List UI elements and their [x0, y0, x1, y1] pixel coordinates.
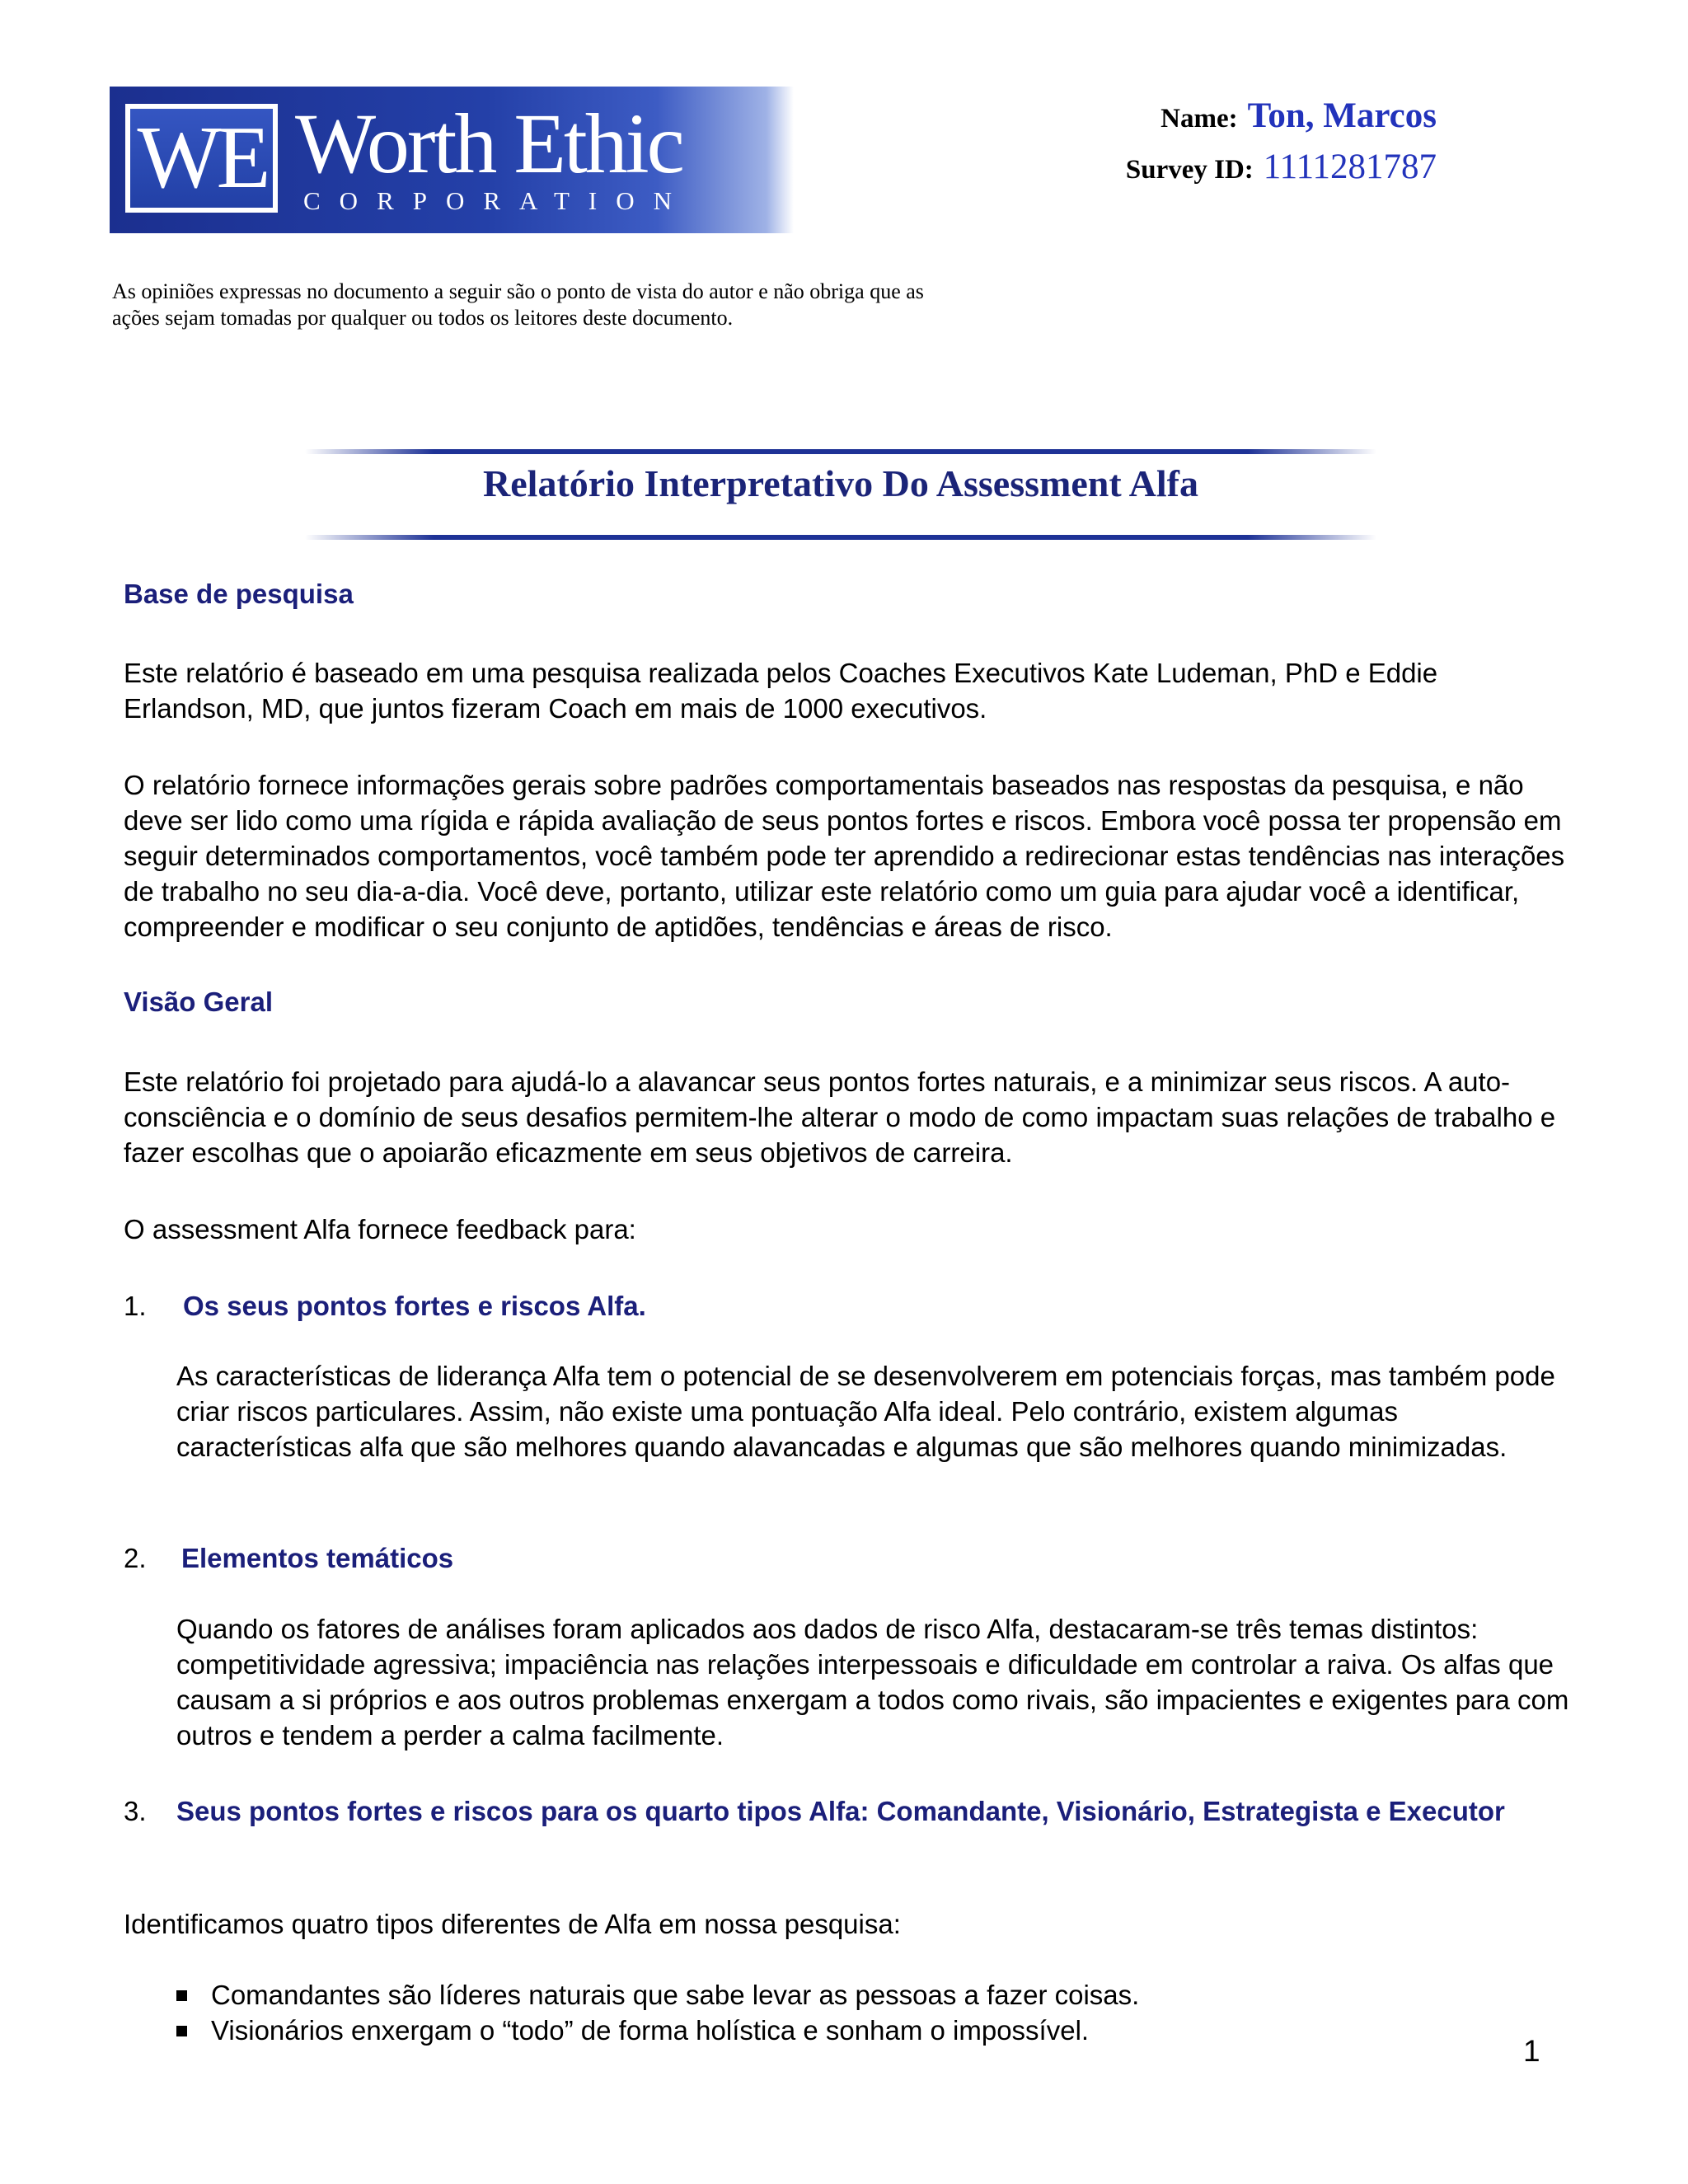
logo-tagline: CORPORATION	[303, 186, 692, 215]
list-item-number: 1.	[124, 1291, 147, 1321]
survey-id-row	[1126, 147, 1437, 187]
name-label: Name:	[1160, 104, 1238, 134]
paragraph-overview-2: O assessment Alfa fornece feedback para:	[124, 1214, 636, 1244]
respondent-name-row	[1160, 96, 1437, 136]
report-title: Relatório Interpretativo Do Assessment Alfa	[483, 462, 1198, 504]
paragraph-overview-1: Este relatório foi projetado para ajudá-lo a alavancar seus pontos fortes naturais, e a minimizar seus riscos. A auto-consciência e o domínio de seus desafios permitem-lhe alterar o modo de como impactam suas relações de trabalho e fazer escolhas que o apoiarão eficazmente em seus objetivos de carreira.	[124, 1066, 1556, 1168]
paragraph-base-2: O relatório fornece informações gerais sobre padrões comportamentais baseados nas respostas da pesquisa, e não deve ser lido como uma rígida e rápida avaliação de seus pontos fortes e riscos. Embora você possa ter propensão em seguir determinados comportamentos, você também pode ter aprendido a redirecionar estas tendências nas interações de trabalho no seu dia-a-dia. Você deve, portanto, utilizar este relatório como um guia para ajudar você a identificar, compreender e modificar o seu conjunto de aptidões, tendências e áreas de risco.	[124, 770, 1565, 942]
bullet-text: Visionários enxergam o “todo” de forma holística e sonham o impossível.	[211, 2015, 1090, 2046]
title-rule-bottom	[305, 535, 1376, 540]
title-rule-top	[305, 449, 1376, 454]
logo-mark: WE	[137, 109, 266, 207]
heading-visao-geral: Visão Geral	[124, 987, 274, 1017]
survey-id-value: 1111281787	[1263, 148, 1437, 186]
list-item-number: 2.	[124, 1543, 147, 1573]
survey-id-label: Survey ID:	[1125, 155, 1254, 185]
name-value: Ton, Marcos	[1247, 96, 1437, 135]
square-bullet-icon	[176, 2026, 187, 2036]
list-item-2-body: Quando os fatores de análises foram aplicados aos dados de risco Alfa, destacaram-se três temas distintos: competitividade agressiva; impaciência nas relações interpessoais e dificuldade em controlar a raiva. Os alfas que causam a si próprios e aos outros problemas enxergam a todos como rivais, são impacientes e exigentes para com outros e tendem a perder a calma facilmente.	[176, 1614, 1569, 1750]
paragraph-types-intro: Identificamos quatro tipos diferentes de Alfa em nossa pesquisa:	[124, 1909, 901, 1939]
company-logo	[110, 87, 794, 233]
list-item-title: Elementos temáticos	[181, 1543, 454, 1573]
paragraph-base-1: Este relatório é baseado em uma pesquisa realizada pelos Coaches Executivos Kate Ludeman, PhD e Eddie Erlandson, MD, que juntos fizeram Coach em mais de 1000 executivos.	[124, 658, 1438, 724]
list-item-1-body: As características de liderança Alfa tem o potencial de se desenvolverem em potenciais forças, mas também pode criar riscos particulares. Assim, não existe uma pontuação Alfa ideal. Pelo contrário, existem algumas características alfa que são melhores quando alavancadas e algumas que são melhores quando minimizadas.	[176, 1361, 1555, 1462]
heading-base-de-pesquisa: Base de pesquisa	[124, 579, 354, 609]
disclaimer-text: As opiniões expressas no documento a seguir são o ponto de vista do autor e não obriga que as ações sejam tomadas por qualquer ou todos os leitores deste documento.	[112, 279, 924, 330]
page-number: 1	[1523, 2034, 1540, 2068]
bullet-text: Comandantes são líderes naturais que sabe levar as pessoas a fazer coisas.	[211, 1980, 1140, 2010]
logo-company-name: Worth Ethic	[295, 96, 682, 191]
list-item-number: 3.	[124, 1796, 147, 1826]
list-item-title: Seus pontos fortes e riscos para os quarto tipos Alfa: Comandante, Visionário, Estrategista e Executor	[176, 1796, 1505, 1826]
logo-mark-box	[125, 104, 278, 213]
square-bullet-icon	[176, 1990, 187, 2001]
list-item-title: Os seus pontos fortes e riscos Alfa.	[183, 1291, 646, 1321]
